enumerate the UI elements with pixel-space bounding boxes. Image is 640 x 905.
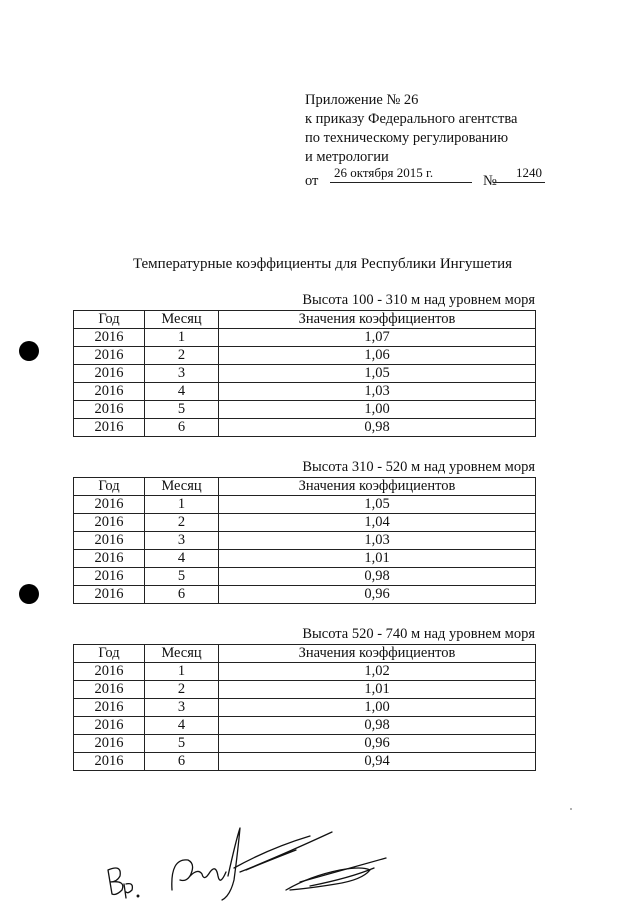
annex-line-4: и метрологии <box>305 149 389 165</box>
header-month: Месяц <box>145 645 219 663</box>
table-row <box>74 586 536 604</box>
cell-year: 2016 <box>74 401 145 419</box>
cell-value: 1,00 <box>219 699 536 717</box>
annex-line-1: Приложение № 26 <box>305 92 419 108</box>
table-row <box>74 699 536 717</box>
annex-header <box>305 91 565 190</box>
cell-month: 3 <box>145 365 219 383</box>
cell-year: 2016 <box>74 717 145 735</box>
header-value: Значения коэффициентов <box>219 478 536 496</box>
cell-month: 6 <box>145 419 219 437</box>
from-label: от <box>305 173 319 189</box>
cell-month: 1 <box>145 663 219 681</box>
cell-value: 1,07 <box>219 329 536 347</box>
table-row <box>74 550 536 568</box>
altitude-label-3: Высота 520 - 740 м над уровнем моря <box>302 626 535 642</box>
cell-value: 1,01 <box>219 550 536 568</box>
cell-value: 1,05 <box>219 496 536 514</box>
cell-value: 0,94 <box>219 753 536 771</box>
order-date: 26 октября 2015 г. <box>330 163 472 183</box>
table-row <box>74 532 536 550</box>
header-value: Значения коэффициентов <box>219 645 536 663</box>
cell-month: 6 <box>145 586 219 604</box>
document-title: Температурные коэффициенты для Республики Ингушетия <box>132 256 513 272</box>
cell-value: 0,96 <box>219 586 536 604</box>
cell-value: 1,05 <box>219 365 536 383</box>
cell-month: 1 <box>145 329 219 347</box>
cell-value: 0,98 <box>219 717 536 735</box>
cell-month: 3 <box>145 699 219 717</box>
cell-month: 2 <box>145 681 219 699</box>
table-row <box>74 663 536 681</box>
table-row <box>74 681 536 699</box>
cell-month: 5 <box>145 401 219 419</box>
cell-month: 1 <box>145 496 219 514</box>
cell-value: 0,96 <box>219 735 536 753</box>
punch-hole <box>19 341 39 361</box>
scan-speck <box>570 808 572 810</box>
table-header-row <box>74 645 536 663</box>
table-row <box>74 419 536 437</box>
table-row <box>74 753 536 771</box>
cell-value: 1,00 <box>219 401 536 419</box>
punch-hole <box>19 584 39 604</box>
table-row <box>74 717 536 735</box>
coefficients-table-3 <box>73 644 536 771</box>
cell-year: 2016 <box>74 365 145 383</box>
cell-year: 2016 <box>74 419 145 437</box>
table-row <box>74 496 536 514</box>
coefficients-table-2 <box>73 477 536 604</box>
cell-year: 2016 <box>74 550 145 568</box>
cell-value: 1,06 <box>219 347 536 365</box>
header-year: Год <box>74 645 145 663</box>
number-label: № <box>483 173 497 189</box>
cell-year: 2016 <box>74 532 145 550</box>
cell-year: 2016 <box>74 663 145 681</box>
cell-month: 4 <box>145 383 219 401</box>
table-row <box>74 383 536 401</box>
cell-year: 2016 <box>74 347 145 365</box>
header-month: Месяц <box>145 478 219 496</box>
altitude-label-1: Высота 100 - 310 м над уровнем моря <box>302 292 535 308</box>
cell-year: 2016 <box>74 753 145 771</box>
header-year: Год <box>74 311 145 329</box>
cell-month: 5 <box>145 568 219 586</box>
table-row <box>74 568 536 586</box>
cell-value: 0,98 <box>219 568 536 586</box>
cell-year: 2016 <box>74 514 145 532</box>
cell-value: 1,03 <box>219 383 536 401</box>
cell-value: 0,98 <box>219 419 536 437</box>
order-number: 1240 <box>493 163 545 183</box>
cell-month: 5 <box>145 735 219 753</box>
header-month: Месяц <box>145 311 219 329</box>
cell-month: 2 <box>145 514 219 532</box>
table-row <box>74 735 536 753</box>
cell-year: 2016 <box>74 586 145 604</box>
coefficients-table-1 <box>73 310 536 437</box>
cell-year: 2016 <box>74 496 145 514</box>
table-header-row <box>74 478 536 496</box>
cell-year: 2016 <box>74 681 145 699</box>
cell-year: 2016 <box>74 699 145 717</box>
order-date-line <box>305 165 565 190</box>
cell-year: 2016 <box>74 568 145 586</box>
cell-value: 1,02 <box>219 663 536 681</box>
header-value: Значения коэффициентов <box>219 311 536 329</box>
table-row <box>74 401 536 419</box>
cell-value: 1,03 <box>219 532 536 550</box>
annex-line-3: по техническому регулированию <box>305 130 509 146</box>
cell-month: 6 <box>145 753 219 771</box>
cell-value: 1,01 <box>219 681 536 699</box>
table-header-row <box>74 311 536 329</box>
header-year: Год <box>74 478 145 496</box>
cell-month: 3 <box>145 532 219 550</box>
table-row <box>74 347 536 365</box>
table-row <box>74 514 536 532</box>
table-row <box>74 329 536 347</box>
altitude-label-2: Высота 310 - 520 м над уровнем моря <box>302 459 535 475</box>
cell-month: 2 <box>145 347 219 365</box>
cell-value: 1,04 <box>219 514 536 532</box>
annex-line-2: к приказу Федерального агентства <box>305 111 518 127</box>
cell-year: 2016 <box>74 329 145 347</box>
cell-year: 2016 <box>74 735 145 753</box>
cell-month: 4 <box>145 550 219 568</box>
signature <box>100 820 400 902</box>
cell-year: 2016 <box>74 383 145 401</box>
cell-month: 4 <box>145 717 219 735</box>
table-row <box>74 365 536 383</box>
